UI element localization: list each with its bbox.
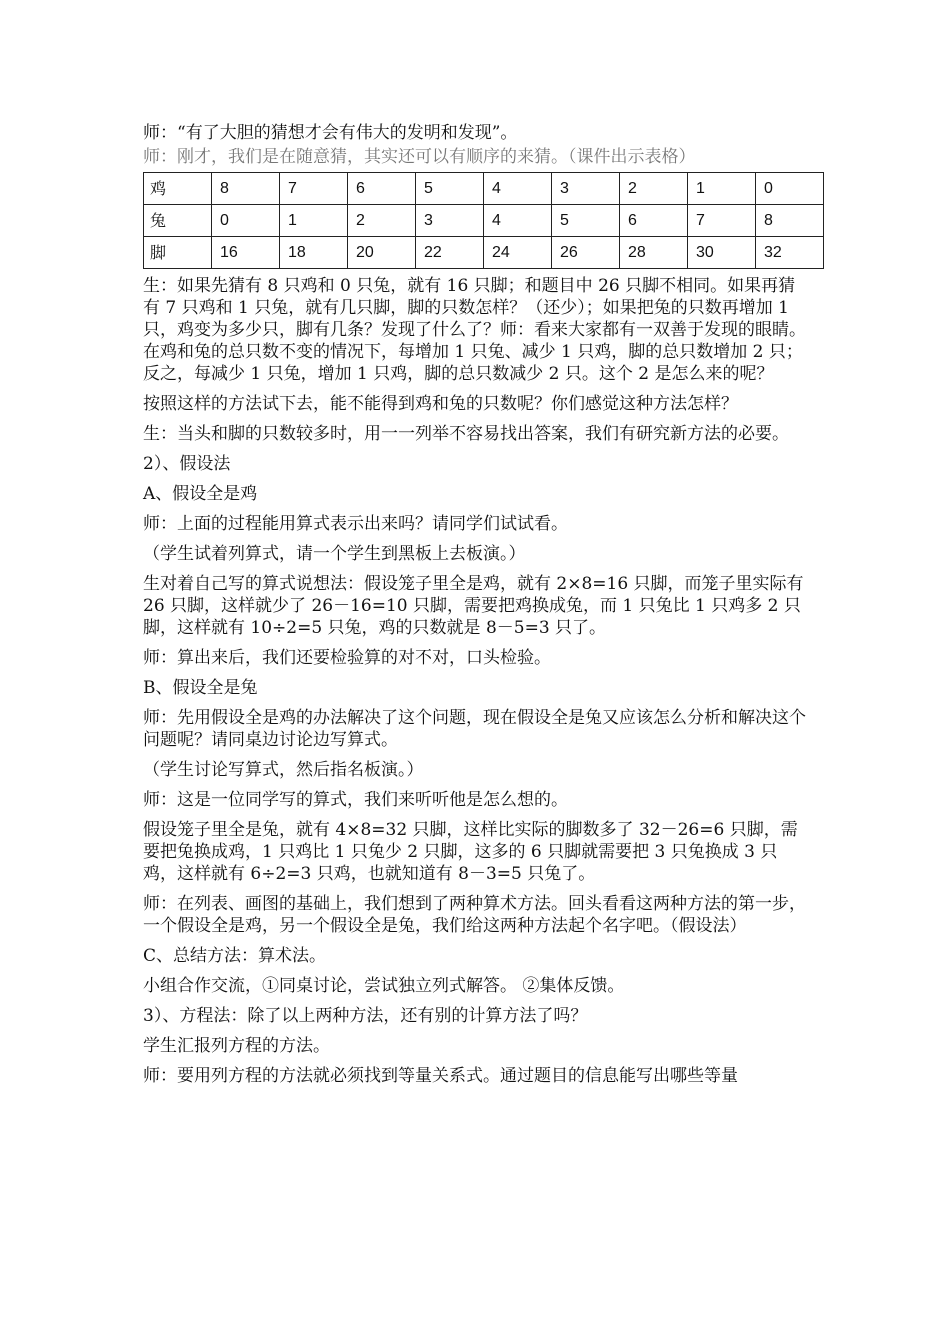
row-header: 兔 xyxy=(144,205,212,237)
table-cell: 6 xyxy=(620,205,688,237)
table-row-rabbit xyxy=(144,205,824,237)
table-cell: 4 xyxy=(484,173,552,205)
paragraph: 师：要用列方程的方法就必须找到等量关系式。通过题目的信息能写出哪些等量 xyxy=(143,1066,738,1086)
paragraph: 师：在列表、画图的基础上，我们想到了两种算术方法。回头看看这两种方法的第一步，一个假设全是鸡，另一个假设全是兔，我们给这两种方法起个名字吧。（假设法） xyxy=(143,894,806,936)
table-cell: 16 xyxy=(212,237,280,269)
paragraph: 师：“有了大胆的猜想才会有伟大的发明和发现”。 xyxy=(143,123,518,143)
section-heading: 2）、假设法 xyxy=(143,454,231,474)
table-cell: 7 xyxy=(688,205,756,237)
table-cell: 7 xyxy=(280,173,348,205)
table-cell: 2 xyxy=(620,173,688,205)
table-cell: 1 xyxy=(280,205,348,237)
paragraph: 师：刚才，我们是在随意猜，其实还可以有顺序的来猜。（课件出示表格） xyxy=(143,147,696,167)
table-cell: 20 xyxy=(348,237,416,269)
chicken-rabbit-table xyxy=(143,172,824,269)
table-cell: 22 xyxy=(416,237,484,269)
table-cell: 5 xyxy=(416,173,484,205)
table-row-feet xyxy=(144,237,824,269)
table-cell: 4 xyxy=(484,205,552,237)
paragraph: 师：这是一位同学写的算式，我们来听听他是怎么想的。 xyxy=(143,790,568,810)
paragraph: 按照这样的方法试下去，能不能得到鸡和兔的只数呢？你们感觉这种方法怎样？ xyxy=(143,394,738,414)
table-cell: 3 xyxy=(416,205,484,237)
table-cell: 24 xyxy=(484,237,552,269)
paragraph: 生：当头和脚的只数较多时，用一一列举不容易找出答案，我们有研究新方法的必要。 xyxy=(143,424,789,444)
paragraph: 生对着自己写的算式说想法：假设笼子里全是鸡，就有 2×8=16 只脚，而笼子里实际有 26 只脚，这样就少了 26－16=10 只脚，需要把鸡换成兔，而 1 只兔比 1 只鸡多 2 只脚，这样就有 10÷2=5 只兔，鸡的只数就是 8－5=3 只了。 xyxy=(143,574,804,638)
table-cell: 2 xyxy=(348,205,416,237)
table-row-chicken xyxy=(144,173,824,205)
table-cell: 30 xyxy=(688,237,756,269)
table-cell: 26 xyxy=(552,237,620,269)
document-page xyxy=(143,122,811,1095)
table-cell: 32 xyxy=(756,237,824,269)
paragraph: （学生试着列算式，请一个学生到黑板上去板演。） xyxy=(143,544,526,564)
paragraph: 学生汇报列方程的方法。 xyxy=(143,1036,330,1056)
row-header: 鸡 xyxy=(144,173,212,205)
paragraph: 假设笼子里全是兔，就有 4×8=32 只脚，这样比实际的脚数多了 32－26=6 只脚，需要把兔换成鸡，1 只鸡比 1 只兔少 2 只脚，这多的 6 只脚就需要把 3 只兔换成 3 只鸡，这样就有 6÷2=3 只鸡，也就知道有 8－3=5 只兔了。 xyxy=(143,820,798,884)
paragraph: 师：上面的过程能用算式表示出来吗？请同学们试试看。 xyxy=(143,514,568,534)
table-cell: 8 xyxy=(756,205,824,237)
paragraph: 师：先用假设全是鸡的办法解决了这个问题，现在假设全是兔又应该怎么分析和解决这个问题呢？请同桌边讨论边写算式。 xyxy=(143,708,806,750)
paragraph: 小组合作交流，①同桌讨论，尝试独立列式解答。 ②集体反馈。 xyxy=(143,976,625,996)
paragraph: 师：算出来后，我们还要检验算的对不对，口头检验。 xyxy=(143,648,551,668)
subsection-heading: A、假设全是鸡 xyxy=(143,484,258,504)
table-cell: 1 xyxy=(688,173,756,205)
table-cell: 0 xyxy=(212,205,280,237)
table-cell: 8 xyxy=(212,173,280,205)
table-cell: 6 xyxy=(348,173,416,205)
row-header: 脚 xyxy=(144,237,212,269)
table-cell: 0 xyxy=(756,173,824,205)
paragraph: 生：如果先猜有 8 只鸡和 0 只兔，就有 16 只脚；和题目中 26 只脚不相同。如果再猜有 7 只鸡和 1 只兔，就有几只脚，脚的只数怎样？（还少）；如果把兔的只数再增加 1 只，鸡变为多少只，脚有几条？发现了什么了？师：看来大家都有一双善于发现的眼睛。在鸡和兔的总只数不变的情况下，每增加 1 只兔、减少 1 只鸡，脚的总只数增加 2 只；反之，每减少 1 只兔，增加 1 只鸡，脚的总只数减少 2 只。这个 2 是怎么来的呢？ xyxy=(143,276,806,384)
subsection-heading: B、假设全是兔 xyxy=(143,678,258,698)
section-heading: 3）、方程法：除了以上两种方法，还有别的计算方法了吗？ xyxy=(143,1006,588,1026)
table-cell: 3 xyxy=(552,173,620,205)
subsection-heading: C、总结方法：算术法。 xyxy=(143,946,327,966)
table-cell: 5 xyxy=(552,205,620,237)
paragraph: （学生讨论写算式，然后指名板演。） xyxy=(143,760,424,780)
table-cell: 18 xyxy=(280,237,348,269)
table-cell: 28 xyxy=(620,237,688,269)
